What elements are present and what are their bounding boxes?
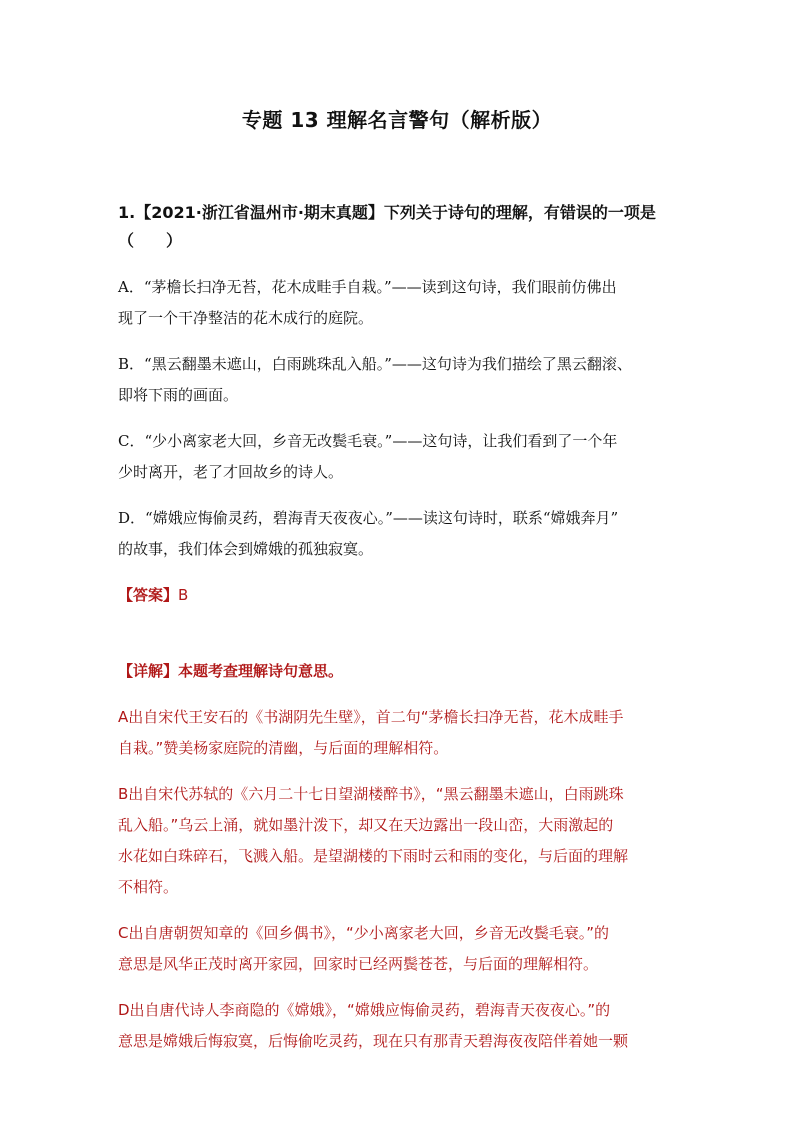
option-a: A．“茅檐长扫净无苔，花木成畦手自栽。”——读到这句诗，我们眼前仿佛出 现了一个干净整洁的花木成行的庭院。 [118, 278, 617, 327]
answer-label: 【答案】 [118, 586, 179, 604]
question-stem: 1.【2021·浙江省温州市·期末真题】下列关于诗句的理解，有错误的一项是 （ ） [118, 203, 656, 250]
answer-line [118, 580, 676, 610]
analysis-paragraph-c: C出自唐朝贺知章的《回乡偶书》，“少小离家老大回，乡音无改鬓毛衰。”的 意思是风华正茂时离开家园，回家时已经两鬓苍苍，与后面的理解相符。 [118, 924, 610, 973]
option-d: D．“嫦娥应悔偷灵药，碧海青天夜夜心。”——读这句诗时，联系“嫦娥奔月” 的故事，我们体会到嫦娥的孤独寂寞。 [118, 509, 619, 558]
analysis-paragraph-a: A出自宋代王安石的《书湖阴先生壁》，首二句“茅檐长扫净无苔，花木成畦手 自栽。”赞美杨家庭院的清幽，与后面的理解相符。 [118, 708, 624, 757]
analysis-paragraph-d: D出自唐代诗人李商隐的《嫦娥》，“嫦娥应悔偷灵药，碧海青天夜夜心。”的 意思是嫦娥后悔寂寞，后悔偷吃灵药，现在只有那青天碧海夜夜陪伴着她一颗 [118, 1001, 629, 1050]
answer-value: B [178, 586, 189, 604]
option-b: B．“黑云翻墨未遮山，白雨跳珠乱入船。”——这句诗为我们描绘了黑云翻滚、 即将下雨的画面。 [118, 355, 632, 404]
option-c: C．“少小离家老大回，乡音无改鬓毛衰。”——这句诗，让我们看到了一个年 少时离开，老了才回故乡的诗人。 [118, 432, 618, 481]
analysis-intro: 本题考查理解诗句意思。 [178, 662, 344, 680]
analysis-paragraph-b: B出自宋代苏轼的《六月二十七日望湖楼醉书》，“黑云翻墨未遮山，白雨跳珠 乱入船。”乌云上涌，就如墨汁泼下，却又在天边露出一段山峦，大雨激起的 水花如白珠碎石，飞溅入船。是望湖楼的下雨时云和雨的变化，与后面的理解 不相符。 [118, 785, 629, 896]
analysis-intro-line [118, 625, 676, 687]
analysis-label: 【详解】 [118, 662, 179, 680]
page-title: 专题 13 理解名言警句（解析版） [241, 108, 553, 132]
